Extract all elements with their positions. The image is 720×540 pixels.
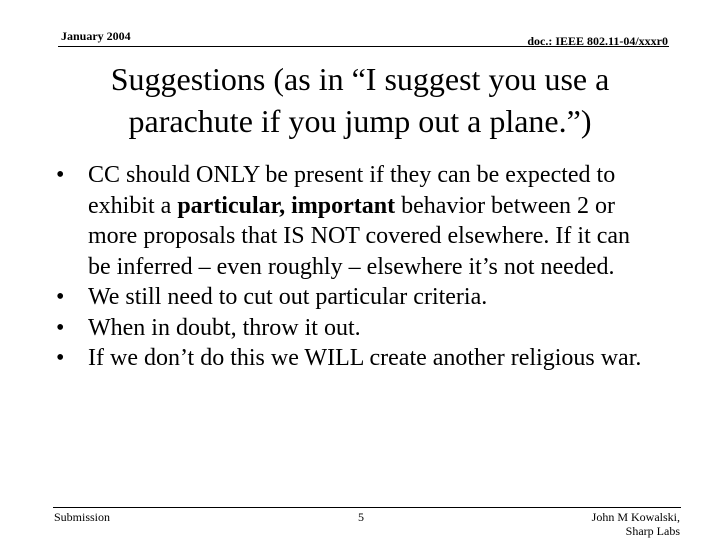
footer-author bbox=[592, 510, 680, 538]
footer-rule bbox=[53, 507, 681, 508]
bullet-text: We still need to cut out particular criteria. bbox=[88, 284, 488, 310]
footer-submission: Submission bbox=[54, 510, 111, 524]
bullet-list bbox=[56, 160, 656, 374]
bullet-item bbox=[56, 313, 656, 344]
bullet-text: CC should ONLY be present if they can be expected to exhibit a bbox=[88, 162, 616, 219]
header-rule bbox=[58, 46, 669, 47]
page-number: 5 bbox=[358, 510, 364, 524]
header-date: January 2004 bbox=[61, 29, 131, 43]
bullet-text: When in doubt, throw it out. bbox=[88, 314, 361, 341]
bullet-text: behavior between 2 or more proposals that IS NOT covered elsewhere. If it can be inferred – even roughly – elsewhere it’s not needed. bbox=[88, 192, 631, 280]
slide-title bbox=[40, 58, 680, 142]
bullet-item bbox=[56, 343, 656, 374]
bullet-item bbox=[56, 160, 656, 282]
bullet-text: If we don’t do this we WILL create another religious war. bbox=[88, 345, 642, 371]
bullet-bold-text: particular, important bbox=[177, 192, 396, 219]
author-name: John M Kowalski, bbox=[591, 510, 680, 524]
author-affiliation: Sharp Labs bbox=[625, 524, 680, 538]
header-doc-id: doc.: IEEE 802.11-04/xxxr0 bbox=[527, 34, 668, 48]
title-line-1: Suggestions (as in “I suggest you use a bbox=[110, 61, 610, 97]
title-line-2: parachute if you jump out a plane.”) bbox=[128, 103, 592, 139]
bullet-item bbox=[56, 282, 656, 313]
